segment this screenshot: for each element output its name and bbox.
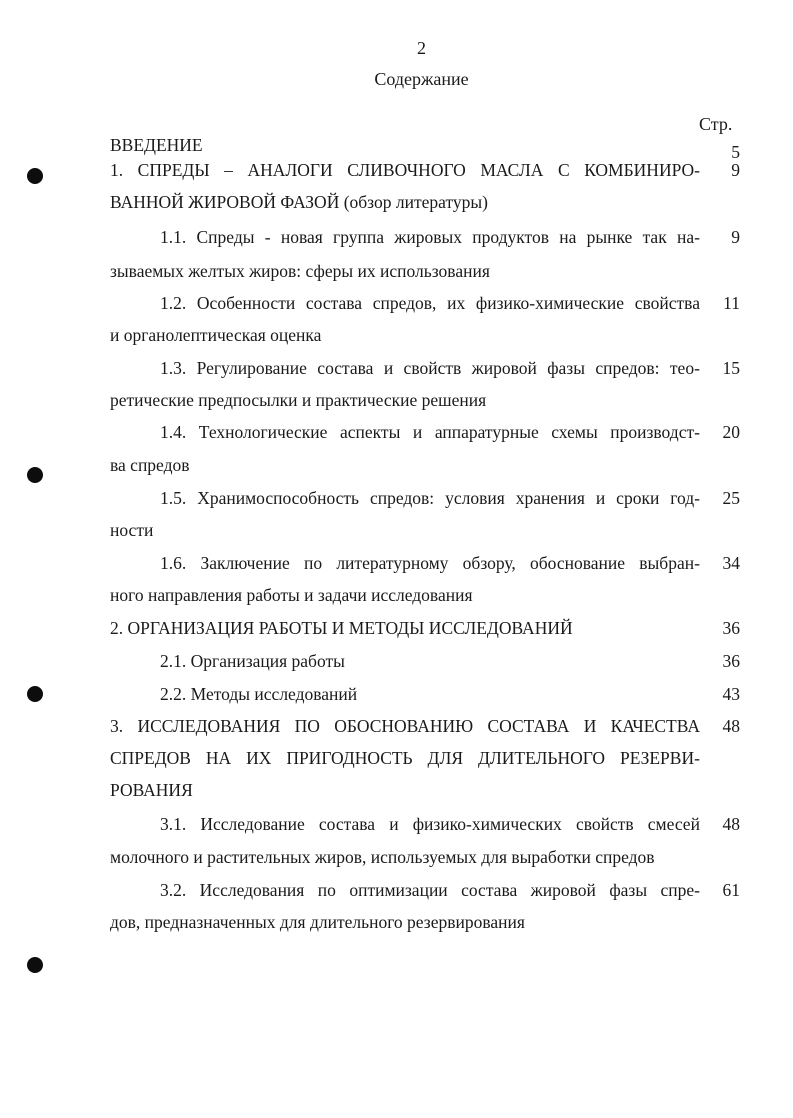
toc-page-number: 43 <box>722 684 740 704</box>
page-number: 2 <box>417 38 426 58</box>
toc-page-number: 61 <box>722 880 740 900</box>
toc-entry-line: дов, предназначенных для длительного резервирования <box>110 912 525 932</box>
toc-entry-line: молочного и растительных жиров, используемых для выработки спредов <box>110 847 655 867</box>
toc-page-number: 20 <box>722 422 740 442</box>
punch-hole <box>27 467 43 483</box>
toc-entry-line: 1. СПРЕДЫ – АНАЛОГИ СЛИВОЧНОГО МАСЛА С КОМБИНИРО- <box>110 160 700 180</box>
toc-entry-line: РОВАНИЯ <box>110 780 193 800</box>
punch-hole <box>27 686 43 702</box>
toc-page-number: 9 <box>731 227 740 247</box>
toc-page-number: 5 <box>731 142 740 162</box>
toc-page-number: 11 <box>723 293 740 313</box>
toc-entry-line: 1.6. Заключение по литературному обзору, обоснование выбран- <box>160 553 700 573</box>
toc-entry-line: ВАННОЙ ЖИРОВОЙ ФАЗОЙ (обзор литературы) <box>110 192 488 212</box>
toc-page-number: 25 <box>722 488 740 508</box>
toc-entry-line: 3. ИССЛЕДОВАНИЯ ПО ОБОСНОВАНИЮ СОСТАВА И КАЧЕСТВА <box>110 716 700 736</box>
toc-page-number: 48 <box>722 716 740 736</box>
punch-hole <box>27 957 43 973</box>
toc-page-number: 9 <box>731 160 740 180</box>
toc-entry-line: 1.4. Технологические аспекты и аппаратурные схемы производст- <box>160 422 700 442</box>
toc-entry-line: 3.2. Исследования по оптимизации состава жировой фазы спре- <box>160 880 700 900</box>
toc-entry-line: ности <box>110 520 154 540</box>
punch-hole <box>27 168 43 184</box>
toc-entry-line: ного направления работы и задачи исследования <box>110 585 473 605</box>
toc-entry-line: 2.1. Организация работы <box>160 651 345 671</box>
toc-entry-line: 1.2. Особенности состава спредов, их физико-химические свойства <box>160 293 700 313</box>
toc-page-number: 36 <box>722 651 740 671</box>
toc-page-number: 36 <box>722 618 740 638</box>
toc-entry-line: ва спредов <box>110 455 190 475</box>
page-column-header: Стр. <box>699 114 733 134</box>
toc-entry-line: 3.1. Исследование состава и физико-химических свойств смесей <box>160 814 700 834</box>
toc-entry-line: 1.5. Хранимоспособность спредов: условия хранения и сроки год- <box>160 488 700 508</box>
toc-entry-line: 1.3. Регулирование состава и свойств жировой фазы спредов: тео- <box>160 358 700 378</box>
toc-entry-line: 2. ОРГАНИЗАЦИЯ РАБОТЫ И МЕТОДЫ ИССЛЕДОВАНИЙ <box>110 618 573 638</box>
toc-page-number: 48 <box>722 814 740 834</box>
toc-entry-line: и органолептическая оценка <box>110 325 322 345</box>
page-title: Содержание <box>374 69 469 89</box>
toc-entry-line: ретические предпосылки и практические решения <box>110 390 487 410</box>
toc-entry-line: зываемых желтых жиров: сферы их использования <box>110 261 490 281</box>
toc-entry-line: СПРЕДОВ НА ИХ ПРИГОДНОСТЬ ДЛЯ ДЛИТЕЛЬНОГО РЕЗЕРВИ- <box>110 748 700 768</box>
toc-page-number: 15 <box>722 358 740 378</box>
toc-entry-line: 2.2. Методы исследований <box>160 684 358 704</box>
toc-entry-line: 1.1. Спреды - новая группа жировых продуктов на рынке так на- <box>160 227 700 247</box>
toc-entry-line: ВВЕДЕНИЕ <box>110 135 203 155</box>
toc-page-number: 34 <box>722 553 740 573</box>
